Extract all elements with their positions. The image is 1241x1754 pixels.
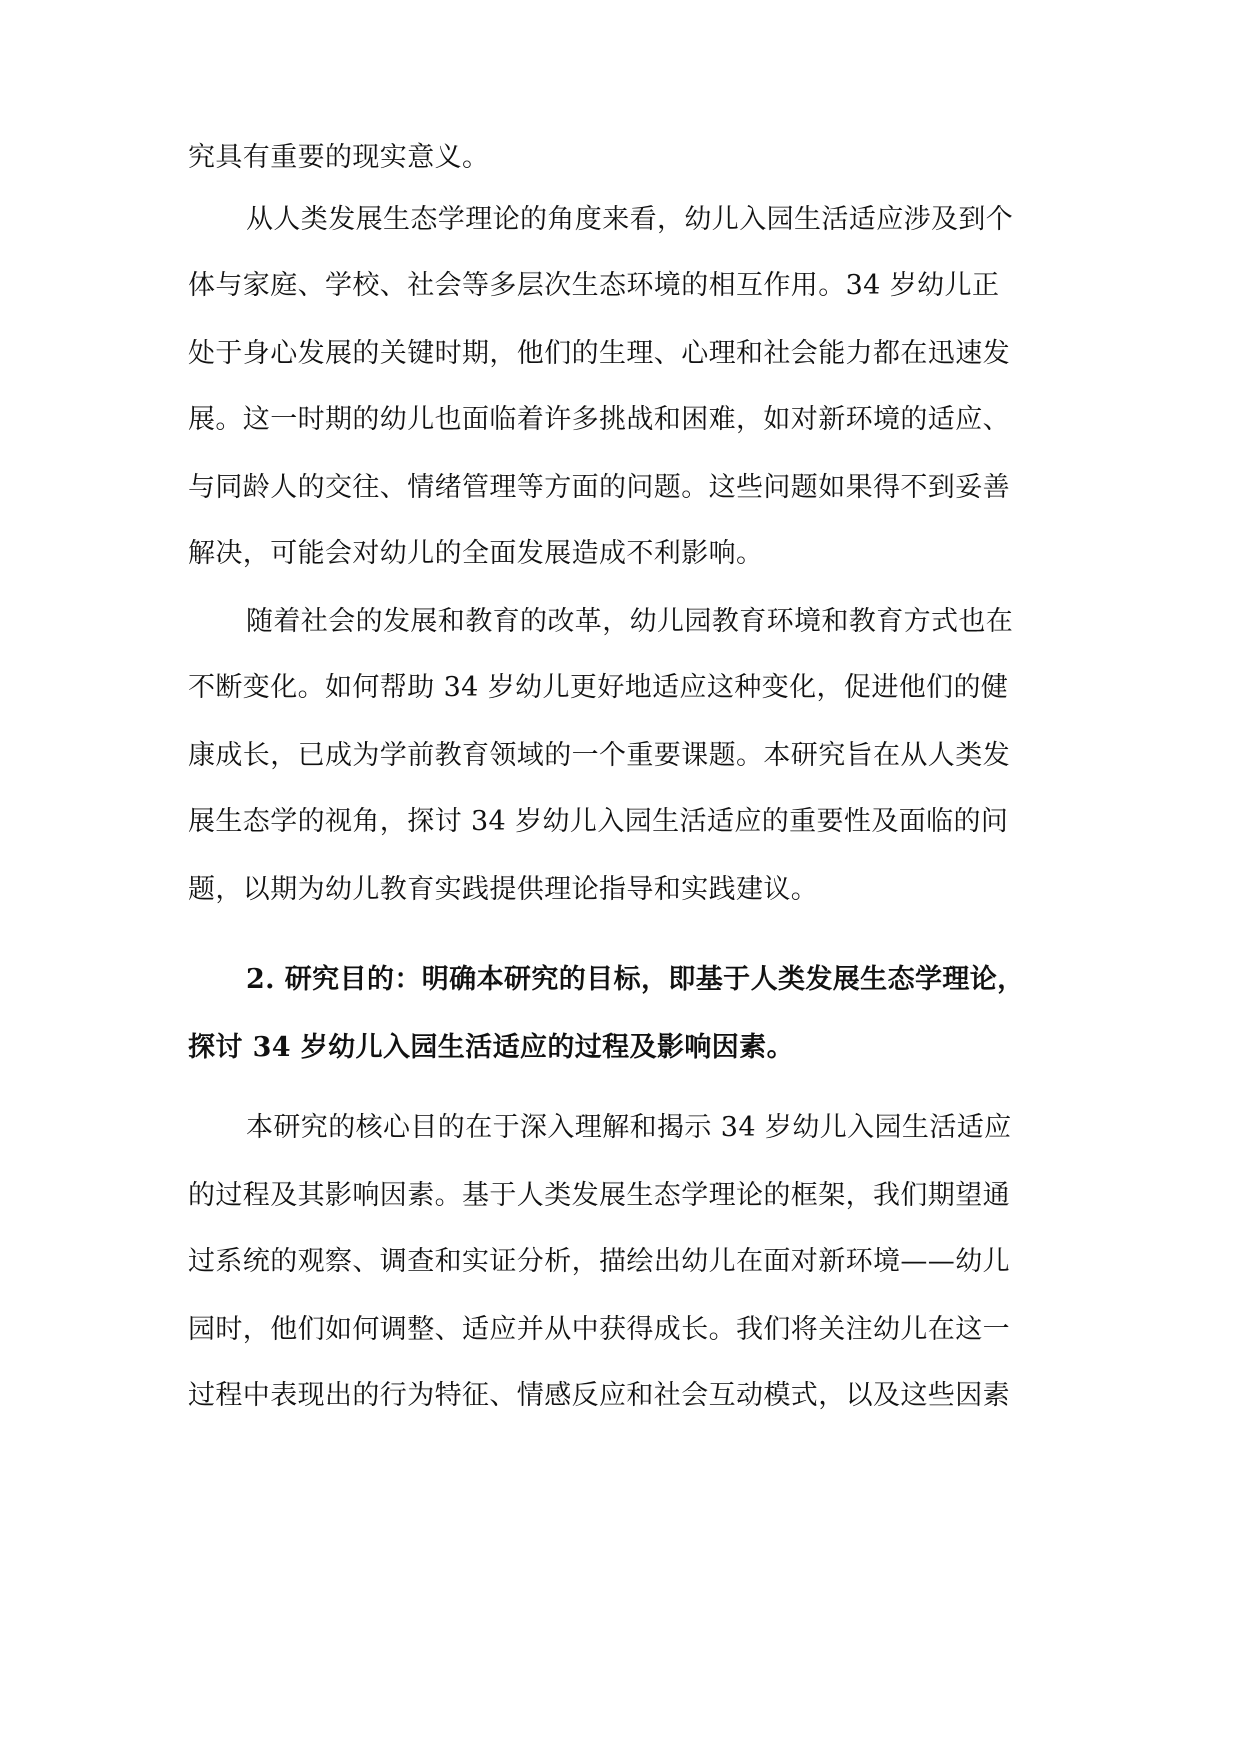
text-line: 处于身心发展的关键时期，他们的生理、心理和社会能力都在迅速发 (188, 338, 1010, 369)
text-line: 从人类发展生态学理论的角度来看，幼儿入园生活适应涉及到个 (246, 204, 1014, 235)
text-line: 展。这一时期的幼儿也面临着许多挑战和困难，如对新环境的适应、 (188, 404, 1010, 435)
text-line: 本研究的核心目的在于深入理解和揭示 34 岁幼儿入园生活适应 (246, 1112, 1012, 1143)
text-line: 的过程及其影响因素。基于人类发展生态学理论的框架，我们期望通 (188, 1180, 1010, 1211)
section-heading: 探讨 34 岁幼儿入园生活适应的过程及影响因素。 (188, 1032, 794, 1063)
text-line: 园时，他们如何调整、适应并从中获得成长。我们将关注幼儿在这一 (188, 1314, 1010, 1345)
section-heading: 2. 研究目的：明确本研究的目标，即基于人类发展生态学理论， (246, 964, 1025, 995)
text-line: 展生态学的视角，探讨 34 岁幼儿入园生活适应的重要性及面临的问 (188, 806, 1009, 837)
text-line: 解决，可能会对幼儿的全面发展造成不利影响。 (188, 538, 764, 569)
text-line: 过程中表现出的行为特征、情感反应和社会互动模式，以及这些因素 (188, 1380, 1010, 1411)
text-line: 究具有重要的现实意义。 (188, 142, 490, 173)
text-line: 随着社会的发展和教育的改革，幼儿园教育环境和教育方式也在 (246, 606, 1014, 637)
text-line: 体与家庭、学校、社会等多层次生态环境的相互作用。34 岁幼儿正 (188, 270, 1000, 301)
text-line: 与同龄人的交往、情绪管理等方面的问题。这些问题如果得不到妥善 (188, 472, 1010, 503)
text-line: 过系统的观察、调查和实证分析，描绘出幼儿在面对新环境——幼儿 (188, 1246, 1010, 1277)
text-line: 康成长，已成为学前教育领域的一个重要课题。本研究旨在从人类发 (188, 740, 1010, 771)
text-line: 不断变化。如何帮助 34 岁幼儿更好地适应这种变化，促进他们的健 (188, 672, 1009, 703)
text-line: 题，以期为幼儿教育实践提供理论指导和实践建议。 (188, 874, 819, 905)
